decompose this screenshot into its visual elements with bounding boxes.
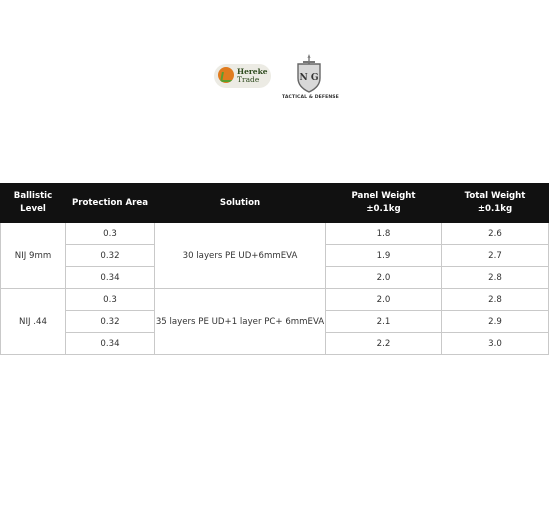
panel-weight-header-line: Panel Weight [351,191,416,201]
table-row [1,289,549,311]
header-row [1,184,549,223]
ballistic-level-header [1,184,66,223]
solution-cell: 30 layers PE UD+6mmEVA [155,223,326,289]
solution-header [155,184,326,223]
protection-area-cell: 0.34 [66,333,155,355]
panel-weight-cell: 1.9 [326,245,442,267]
panel-weight-header-line: ±0.1kg [366,204,401,214]
protection-area-cell: 0.32 [66,245,155,267]
hereke-trade-mark-icon [218,67,234,83]
hereke-logo-line2: Trade [237,75,260,84]
total-weight-header [442,184,549,223]
logo-bar [0,52,550,102]
solution-cell: 35 layers PE UD+1 layer PC+ 6mmEVA [155,289,326,355]
table-body [1,223,549,355]
panel-weight-cell: 2.1 [326,311,442,333]
ballistic-level-cell: NIJ 9mm [1,223,66,289]
panel-weight-cell: 1.8 [326,223,442,245]
protection-area-cell: 0.3 [66,289,155,311]
total-weight-header-line: ±0.1kg [477,204,513,214]
solution-header-line: Solution [219,197,261,208]
hereke-trade-logo [214,64,271,88]
protection-area-header [66,184,155,223]
total-weight-cell: 2.6 [442,223,549,245]
protection-area-cell: 0.32 [66,311,155,333]
panel-weight-header [326,184,442,223]
protection-area-cell: 0.34 [66,267,155,289]
total-weight-cell: 2.9 [442,311,549,333]
table-row [1,223,549,245]
panel-weight-cell: 2.0 [326,289,442,311]
ng-tactical-logo [282,52,339,102]
ng-caption: TACTICAL & DEFENSE [282,95,339,100]
panel-weight-cell: 2.2 [326,333,442,355]
total-weight-cell: 2.8 [442,289,549,311]
ballistic-level-header-line: Ballistic Level [13,191,53,214]
table-header [1,184,549,223]
total-weight-cell: 2.8 [442,267,549,289]
panel-weight-cell: 2.0 [326,267,442,289]
ng-shield-icon [294,52,324,94]
hereke-logo-line1: Hereke [237,67,268,76]
total-weight-cell: 2.7 [442,245,549,267]
protection-area-header-line: Protection Area [71,197,149,208]
ng-initials: N G [299,73,319,83]
total-weight-cell: 3.0 [442,333,549,355]
ballistic-spec-table [0,183,549,355]
total-weight-header-line: Total Weight [464,191,526,201]
ballistic-level-cell: NIJ .44 [1,289,66,355]
protection-area-cell: 0.3 [66,223,155,245]
